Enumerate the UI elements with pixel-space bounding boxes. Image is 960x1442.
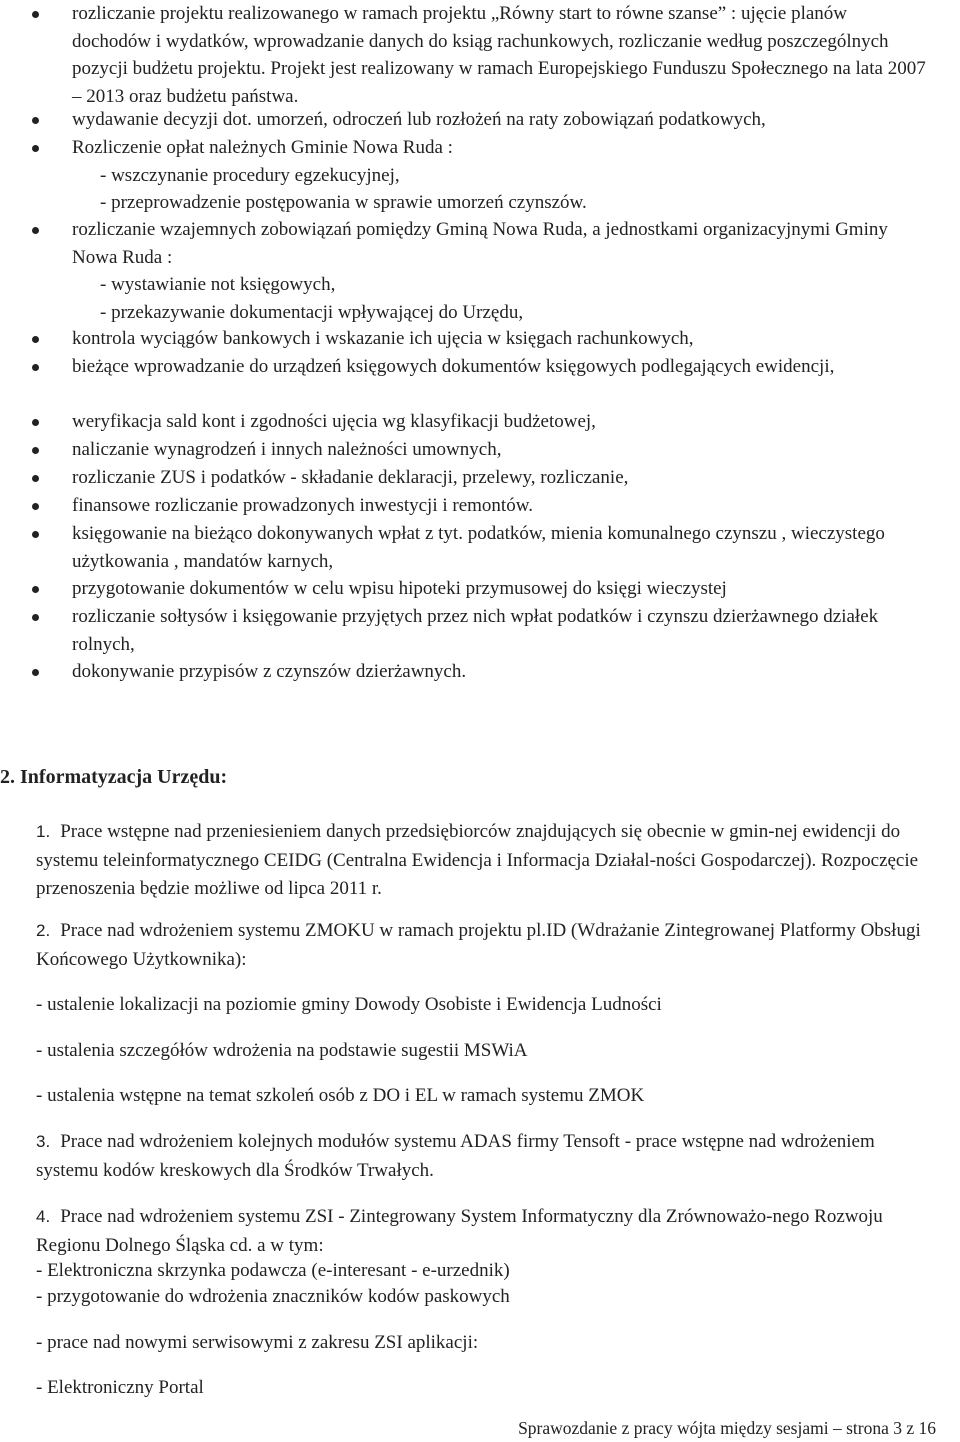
list-item-text: rozliczanie projektu realizowanego w ramach projektu „Równy start to równe szanse” : ujęcie planów dochodów i wydatków, wprowadzanie danych do ksiąg rachunkowych, rozliczanie według poszczególnych pozycji budżetu projektu. Projekt jest realizowany w ramach Europejskiego Funduszu Społecznego na lata 2007 – 2013 oraz budżetu państwa. — [72, 3, 926, 108]
paragraph-text: - ustalenie lokalizacji na poziomie gminy Dowody Osobiste i Ewidencja Ludności — [36, 994, 662, 1015]
list-item-text: rozliczanie sołtysów i księgowanie przyjętych przez nich wpłat podatków i czynszu dzierżawnego działek rolnych, — [72, 606, 879, 655]
paragraph-text: Prace nad wdrożeniem systemu ZMOKU w ramach projektu pl.ID (Wdrażanie Zintegrowanej Platformy Obsługi Końcowego Użytkownika): — [36, 920, 921, 970]
paragraph-text: Prace nad wdrożeniem systemu ZSI - Zintegrowany System Informatyczny dla Zrównoważo-nego Rozwoju Regionu Dolnego Śląska cd. a w tym: — [36, 1206, 883, 1256]
list-item-text: finansowe rozliczanie prowadzonych inwestycji i remontów. — [72, 495, 533, 516]
paragraph-text: - Elektroniczna skrzynka podawcza (e-interesant - e-urzednik) — [36, 1260, 510, 1281]
list-item — [0, 492, 960, 520]
list-item-text: bieżące wprowadzanie do urządzeń księgowych dokumentów księgowych podlegających ewidencji, — [72, 356, 835, 377]
paragraph-text: - Elektroniczny Portal — [36, 1377, 204, 1398]
list-item — [0, 0, 960, 111]
paragraph-text: - ustalenia szczegółów wdrożenia na podstawie sugestii MSWiA — [36, 1040, 528, 1061]
paragraph-number: 2. — [36, 921, 51, 940]
list-item — [0, 408, 960, 436]
list-item-text: księgowanie na bieżąco dokonywanych wpłat z tyt. podatków, mienia komunalnego czynszu , wieczystego użytkowania , mandatów karnych, — [72, 523, 885, 572]
list-item-text: naliczanie wynagrodzeń i innych należności umownych, — [72, 439, 502, 460]
list-item-text: Rozliczenie opłat należnych Gminie Nowa Ruda : — [72, 137, 453, 158]
paragraph — [36, 1082, 938, 1111]
paragraph-text: - przygotowanie do wdrożenia znaczników kodów paskowych — [36, 1286, 510, 1307]
list-item-text: weryfikacja sald kont i zgodności ujęcia wg klasyfikacji budżetowej, — [72, 411, 596, 432]
page-footer: Sprawozdanie z pracy wójta między sesjami – strona 3 z 16 — [518, 1418, 936, 1438]
list-item — [0, 436, 960, 464]
paragraph-text: - prace nad nowymi serwisowymi z zakresu ZSI aplikacji: — [36, 1332, 479, 1353]
list-item — [0, 658, 960, 686]
list-sub-item: - wszczynanie procedury egzekucyjnej, — [100, 164, 400, 186]
list-item-text: wydawanie decyzji dot. umorzeń, odroczeń lub rozłożeń na raty zobowiązań podatkowych, — [72, 109, 766, 130]
paragraph — [36, 991, 938, 1020]
paragraph — [36, 1203, 938, 1260]
paragraph-number: 4. — [36, 1207, 51, 1226]
list-item — [0, 106, 960, 134]
list-item — [0, 134, 960, 217]
list-sub-item: - przekazywanie dokumentacji wpływającej do Urzędu, — [100, 302, 524, 324]
list-item-text: kontrola wyciągów bankowych i wskazanie ich ujęcia w księgach rachunkowych, — [72, 328, 694, 349]
paragraph-text: Prace wstępne nad przeniesieniem danych przedsiębiorców znajdujących się obecnie w gmin-nej ewidencji do systemu teleinformatycznego CEIDG (Centralna Ewidencja i Informacja Działal-ności Gospodarczej). Rozpoczęcie przenoszenia będzie możliwe od lipca 2011 r. — [36, 821, 919, 899]
section-heading: 2. Informatyzacja Urzędu: — [0, 766, 228, 788]
paragraph — [36, 1128, 938, 1185]
paragraph-text: - ustalenia wstępne na temat szkoleń osób z DO i EL w ramach systemu ZMOK — [36, 1085, 645, 1106]
list-sub-item: - wystawianie not księgowych, — [100, 274, 336, 296]
paragraph — [36, 917, 938, 974]
paragraph — [36, 1374, 938, 1403]
list-item — [0, 520, 960, 575]
list-item — [0, 464, 960, 492]
list-item-text: rozliczanie wzajemnych zobowiązań pomiędzy Gminą Nowa Ruda, a jednostkami organizacyjnymi Gminy Nowa Ruda : — [72, 219, 888, 268]
list-item — [0, 603, 960, 658]
list-item — [0, 575, 960, 603]
list-sub-item: - przeprowadzenie postępowania w sprawie umorzeń czynszów. — [100, 192, 587, 214]
list-item — [0, 216, 960, 327]
paragraph — [36, 1329, 938, 1358]
paragraph-text: Prace nad wdrożeniem kolejnych modułów systemu ADAS firmy Tensoft - prace wstępne nad wdrożeniem systemu kodów kreskowych dla Środków Trwałych. — [36, 1131, 875, 1181]
paragraph — [36, 1283, 938, 1312]
list-item-text: dokonywanie przypisów z czynszów dzierżawnych. — [72, 661, 467, 682]
paragraph-number: 1. — [36, 822, 51, 841]
paragraph — [36, 1257, 938, 1286]
list-item-text: rozliczanie ZUS i podatków - składanie deklaracji, przelewy, rozliczanie, — [72, 467, 629, 488]
list-item — [0, 325, 960, 353]
paragraph — [36, 818, 938, 904]
list-item — [0, 353, 960, 381]
paragraph — [36, 1037, 938, 1066]
paragraph-number: 3. — [36, 1132, 51, 1151]
list-item-text: przygotowanie dokumentów w celu wpisu hipoteki przymusowej do księgi wieczystej — [72, 578, 727, 599]
